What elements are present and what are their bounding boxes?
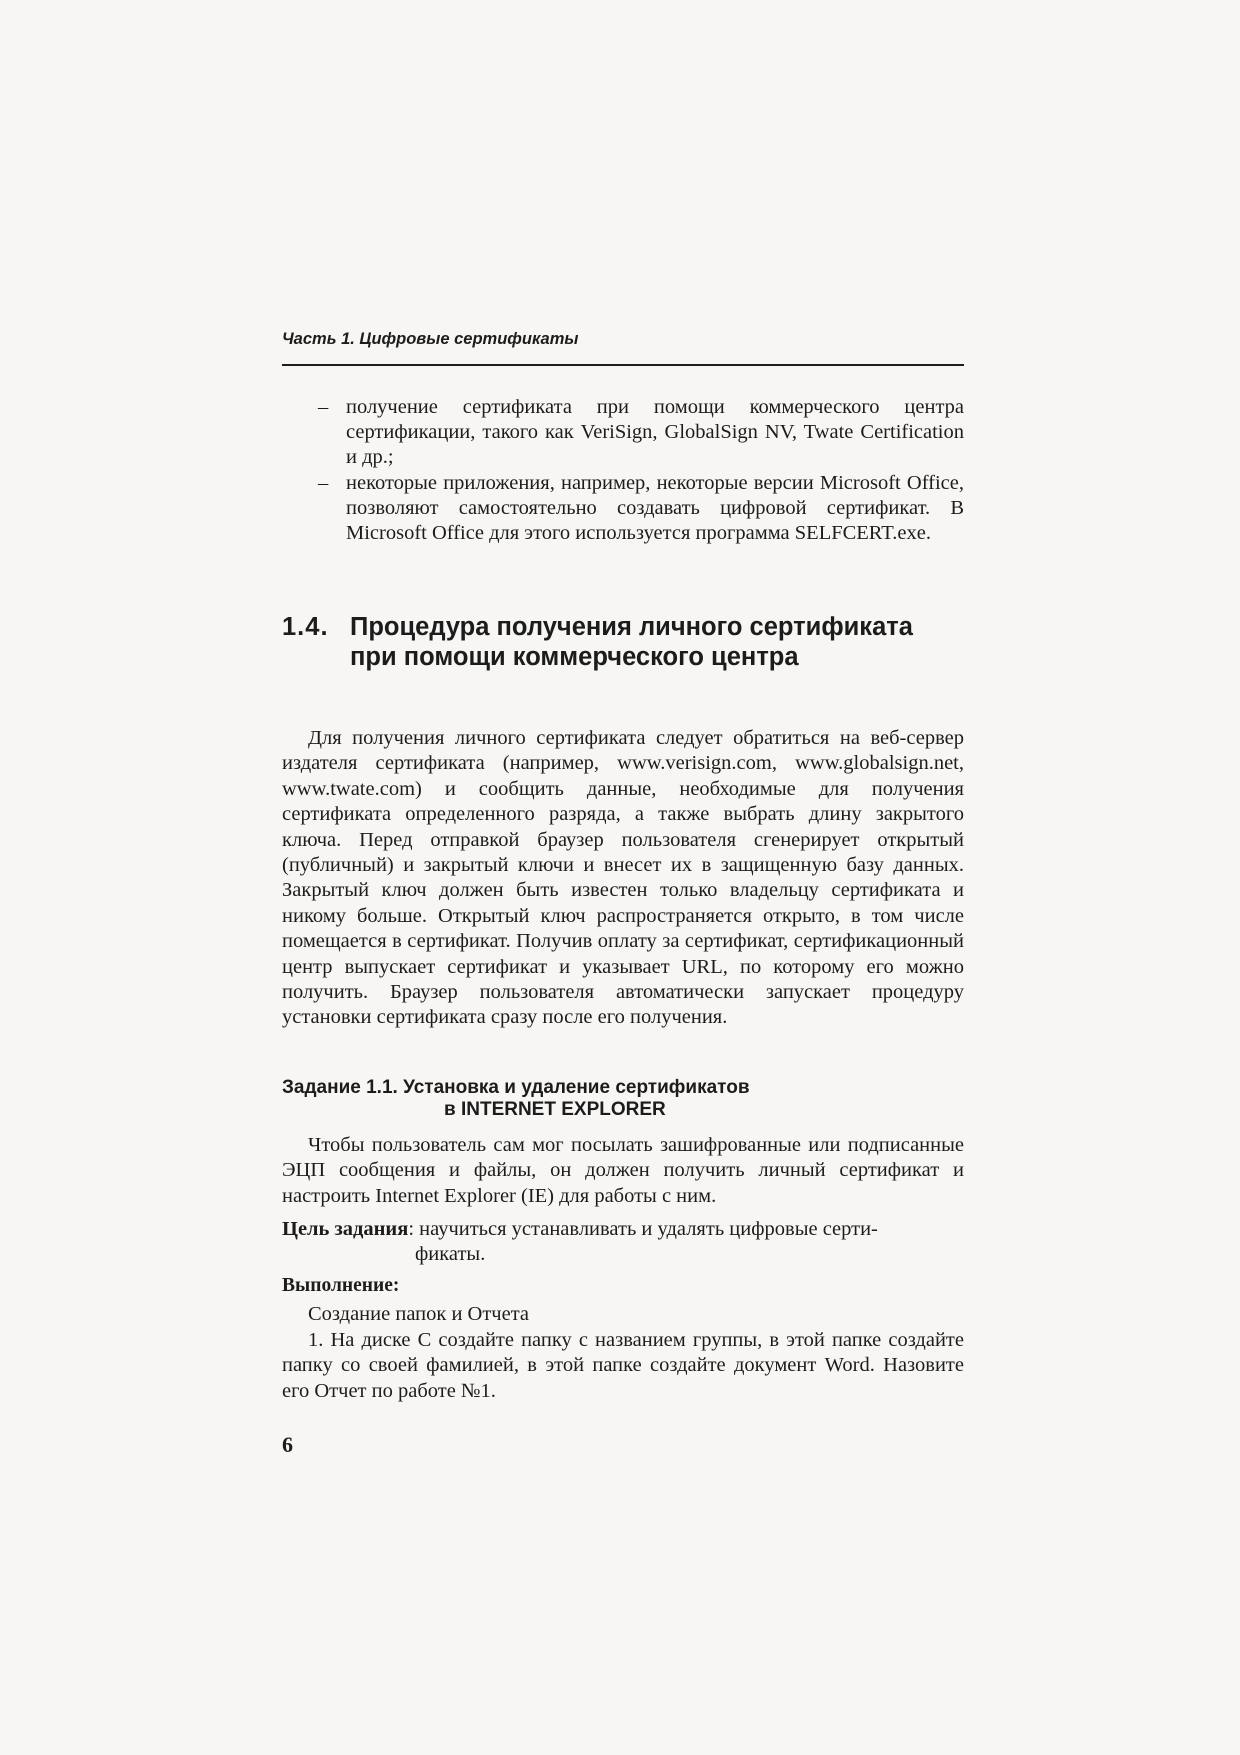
- task-intro: Чтобы пользователь сам мог посылать зашифрованные или подписанные ЭЦП сообщения и файлы, он должен получить личный сертификат и настроить Internet Explorer (IE) для работы с ним.: [282, 1134, 964, 1207]
- section-heading: [282, 612, 964, 672]
- task-goal: [282, 1217, 964, 1268]
- section-title: Процедура получения личного сертификата при помощи коммерческого центра: [350, 613, 913, 671]
- list-item: [282, 395, 964, 471]
- bullet-list: [282, 395, 964, 546]
- section-paragraph: Для получения личного сертификата следует обратиться на веб-сервер издателя сертификата (например, www.verisign.com, www.globalsign.net, www.twate.com) и сообщить данные, необходимые для получения сертификата определенного разряда, а также выбрать длину закрытого ключа. Перед отправкой браузер пользователя сгенерирует открытый (публичный) и закрытый ключи и внесет их в защищенную базу данных. Закрытый ключ должен быть известен только владельцу сертификата и никому больше. Открытый ключ распространяется открыто, в том числе помещается в сертификат. Получив оплату за сертификат, сертификационный центр выпускает сертификат и указывает URL, по которому его можно получить. Браузер пользователя автоматически запускает процедуру установки сертификата сразу после его получения.: [282, 727, 964, 1029]
- goal-label: Цель задания: [282, 1218, 409, 1240]
- list-item: [282, 471, 964, 547]
- goal-text: : научиться устанавливать и удалять цифровые серти-: [408, 1218, 878, 1240]
- running-head: Часть 1. Цифровые сертификаты: [282, 330, 579, 348]
- step-1: 1. На диске С создайте папку с названием группы, в этой папке создайте папку со своей фамилией, в этой папке создайте документ Word. Назовите его Отчет по работе №1.: [282, 1329, 964, 1402]
- task-title-line1: Задание 1.1. Установка и удаление сертификатов: [282, 1077, 750, 1098]
- dash-marker: –: [318, 396, 329, 418]
- goal-text-continued: фикаты.: [415, 1243, 486, 1266]
- section-number: 1.4.: [282, 613, 329, 641]
- execution-label: Выполнение:: [282, 1275, 400, 1296]
- subheading: Создание папок и Отчета: [308, 1303, 530, 1325]
- task-heading: [282, 1077, 964, 1121]
- task-title-line2: в INTERNET EXPLORER: [444, 1099, 666, 1120]
- list-item-text: некоторые приложения, например, некоторые версии Microsoft Office, позволяют самостоятельно создавать цифровой сертификат. В Microsoft Office для этого используется программа SELFCERT.exe.: [346, 471, 964, 545]
- page-number: 6: [282, 1432, 293, 1457]
- header-rule: [282, 364, 964, 366]
- list-item-text: получение сертификата при помощи коммерческого центра сертификации, такого как VeriSign, GlobalSign NV, Twate Certification и др.;: [346, 396, 964, 469]
- dash-marker: –: [318, 471, 329, 494]
